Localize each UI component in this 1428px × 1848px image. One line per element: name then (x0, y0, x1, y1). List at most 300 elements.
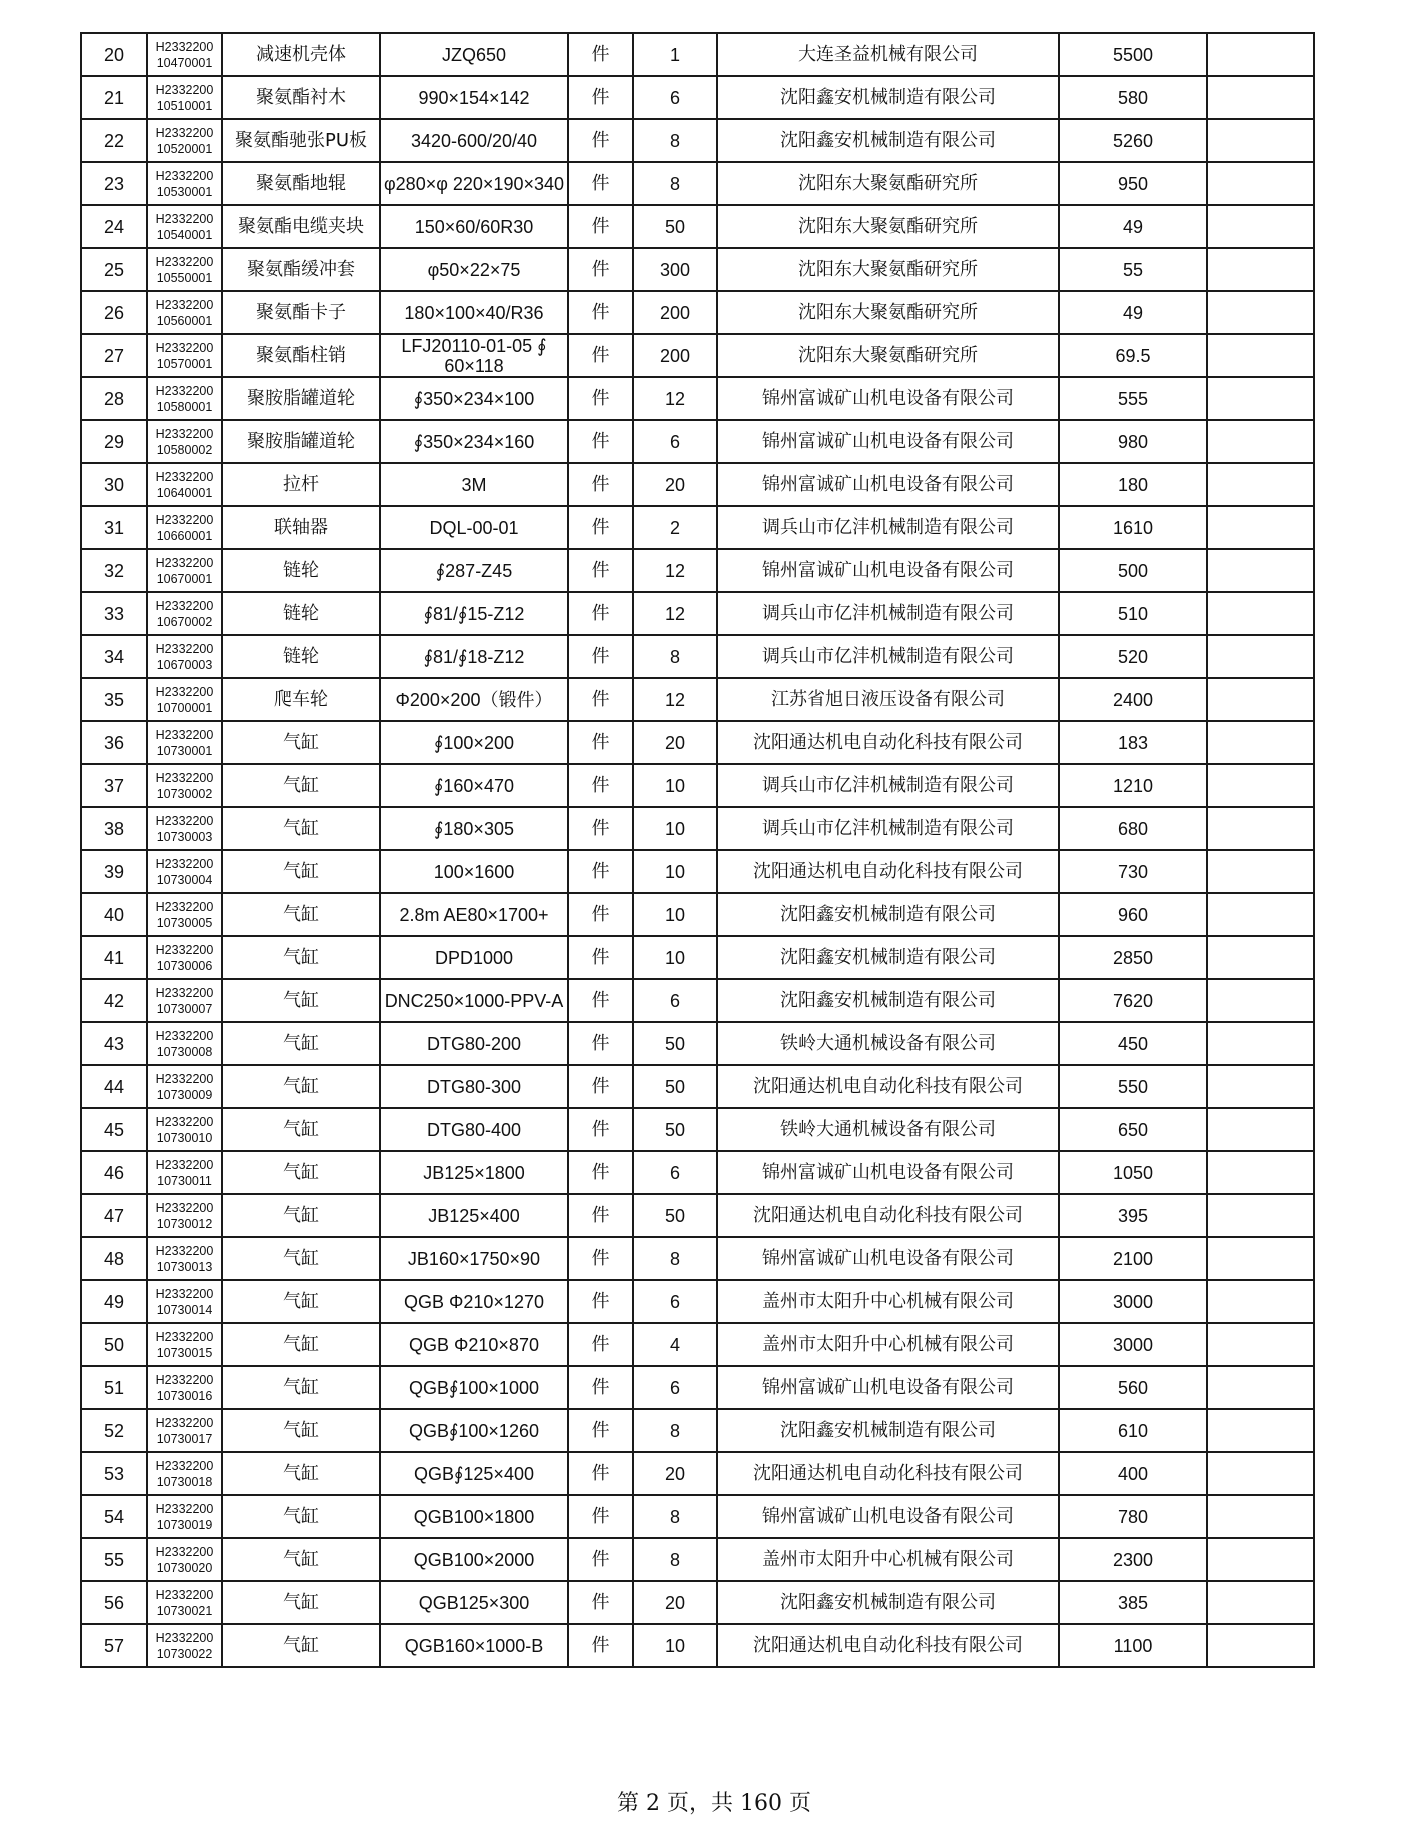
material-code-line1: H2332200 (155, 641, 214, 656)
unit-cell: 件 (568, 1194, 633, 1237)
material-code-line2: 10730011 (157, 1173, 212, 1188)
quantity-cell: 8 (633, 1495, 717, 1538)
table-row (81, 1108, 1314, 1151)
remark-cell (1207, 1151, 1314, 1194)
price-cell: 395 (1059, 1194, 1207, 1237)
material-name-cell: 气缸 (222, 1409, 380, 1452)
table-row (81, 1452, 1314, 1495)
price-cell: 650 (1059, 1108, 1207, 1151)
material-name-cell: 气缸 (222, 1280, 380, 1323)
specification-cell: JB125×400 (380, 1194, 568, 1237)
supplier-cell: 沈阳鑫安机械制造有限公司 (717, 1581, 1059, 1624)
price-cell: 7620 (1059, 979, 1207, 1022)
price-cell: 49 (1059, 205, 1207, 248)
material-code-line1: H2332200 (155, 469, 214, 484)
unit-cell: 件 (568, 463, 633, 506)
unit-cell: 件 (568, 1065, 633, 1108)
unit-cell: 件 (568, 936, 633, 979)
table-row (81, 1065, 1314, 1108)
supplier-cell: 沈阳鑫安机械制造有限公司 (717, 1409, 1059, 1452)
row-number-cell: 22 (81, 119, 147, 162)
material-code-line2: 10730015 (156, 1345, 213, 1360)
supplier-cell: 沈阳通达机电自动化科技有限公司 (717, 1624, 1059, 1667)
price-cell: 610 (1059, 1409, 1207, 1452)
unit-cell: 件 (568, 850, 633, 893)
row-number-cell: 29 (81, 420, 147, 463)
material-name-cell: 拉杆 (222, 463, 380, 506)
specification-cell: ∮350×234×160 (380, 420, 568, 463)
row-number-cell: 24 (81, 205, 147, 248)
material-code-line1: H2332200 (155, 1501, 214, 1516)
supplier-cell: 沈阳通达机电自动化科技有限公司 (717, 1452, 1059, 1495)
table-row (81, 721, 1314, 764)
supplier-cell: 沈阳东大聚氨酯研究所 (717, 334, 1059, 377)
material-code-cell (147, 33, 222, 76)
material-code-line1: H2332200 (155, 1028, 214, 1043)
table-row (81, 1194, 1314, 1237)
material-code-line1: H2332200 (155, 899, 214, 914)
quantity-cell: 20 (633, 463, 717, 506)
specification-cell: QGB∮125×400 (380, 1452, 568, 1495)
material-name-cell: 气缸 (222, 1624, 380, 1667)
material-code-line2: 10670002 (156, 614, 213, 629)
supplier-cell: 江苏省旭日液压设备有限公司 (717, 678, 1059, 721)
supplier-cell: 锦州富诚矿山机电设备有限公司 (717, 463, 1059, 506)
unit-cell: 件 (568, 893, 633, 936)
material-code-cell (147, 1237, 222, 1280)
supplier-cell: 沈阳通达机电自动化科技有限公司 (717, 850, 1059, 893)
material-name-cell: 气缸 (222, 1108, 380, 1151)
material-code-line2: 10730001 (156, 743, 213, 758)
price-cell: 2300 (1059, 1538, 1207, 1581)
table-row (81, 678, 1314, 721)
material-name-cell: 链轮 (222, 592, 380, 635)
unit-cell: 件 (568, 420, 633, 463)
material-code-cell (147, 1581, 222, 1624)
unit-cell: 件 (568, 1366, 633, 1409)
material-code-cell (147, 1452, 222, 1495)
row-number-cell: 27 (81, 334, 147, 377)
material-code-cell (147, 205, 222, 248)
material-code-line1: H2332200 (155, 727, 214, 742)
quantity-cell: 12 (633, 377, 717, 420)
material-name-cell: 气缸 (222, 979, 380, 1022)
material-code-cell (147, 1495, 222, 1538)
table-row (81, 635, 1314, 678)
table-row (81, 463, 1314, 506)
material-code-cell (147, 1108, 222, 1151)
material-code-line1: H2332200 (155, 555, 214, 570)
material-name-cell: 气缸 (222, 1366, 380, 1409)
unit-cell: 件 (568, 76, 633, 119)
specification-cell: QGB160×1000-B (380, 1624, 568, 1667)
supplier-cell: 沈阳鑫安机械制造有限公司 (717, 119, 1059, 162)
material-code-line1: H2332200 (155, 254, 214, 269)
material-code-cell (147, 377, 222, 420)
quantity-cell: 8 (633, 1538, 717, 1581)
price-cell: 1050 (1059, 1151, 1207, 1194)
material-code-cell (147, 1538, 222, 1581)
row-number-cell: 46 (81, 1151, 147, 1194)
supplier-cell: 调兵山市亿沣机械制造有限公司 (717, 635, 1059, 678)
row-number-cell: 47 (81, 1194, 147, 1237)
price-cell: 385 (1059, 1581, 1207, 1624)
price-cell: 960 (1059, 893, 1207, 936)
quantity-cell: 50 (633, 1194, 717, 1237)
unit-cell: 件 (568, 377, 633, 420)
quantity-cell: 50 (633, 1108, 717, 1151)
quantity-cell: 12 (633, 592, 717, 635)
unit-cell: 件 (568, 334, 633, 377)
remark-cell (1207, 721, 1314, 764)
price-cell: 510 (1059, 592, 1207, 635)
specification-cell: 3M (380, 463, 568, 506)
supplier-cell: 调兵山市亿沣机械制造有限公司 (717, 807, 1059, 850)
specification-cell: 990×154×142 (380, 76, 568, 119)
specification-cell: ∮100×200 (380, 721, 568, 764)
quantity-cell: 10 (633, 1624, 717, 1667)
quantity-cell: 8 (633, 1237, 717, 1280)
material-code-line2: 10640001 (156, 485, 213, 500)
material-code-line1: H2332200 (155, 1114, 214, 1129)
row-number-cell: 54 (81, 1495, 147, 1538)
remark-cell (1207, 248, 1314, 291)
remark-cell (1207, 592, 1314, 635)
remark-cell (1207, 635, 1314, 678)
remark-cell (1207, 1452, 1314, 1495)
table-row (81, 850, 1314, 893)
price-cell: 980 (1059, 420, 1207, 463)
price-cell: 1610 (1059, 506, 1207, 549)
material-code-line1: H2332200 (155, 39, 214, 54)
material-name-cell: 气缸 (222, 1581, 380, 1624)
material-code-line2: 10550001 (156, 270, 213, 285)
row-number-cell: 41 (81, 936, 147, 979)
supplier-cell: 大连圣益机械有限公司 (717, 33, 1059, 76)
quantity-cell: 50 (633, 205, 717, 248)
quantity-cell: 6 (633, 1366, 717, 1409)
remark-cell (1207, 76, 1314, 119)
remark-cell (1207, 678, 1314, 721)
material-code-line1: H2332200 (155, 770, 214, 785)
material-code-line1: H2332200 (155, 1286, 214, 1301)
supplier-cell: 盖州市太阳升中心机械有限公司 (717, 1323, 1059, 1366)
unit-cell: 件 (568, 1108, 633, 1151)
material-code-cell (147, 1022, 222, 1065)
row-number-cell: 36 (81, 721, 147, 764)
material-name-cell: 聚胺脂罐道轮 (222, 377, 380, 420)
price-cell: 2400 (1059, 678, 1207, 721)
remark-cell (1207, 1323, 1314, 1366)
remark-cell (1207, 1409, 1314, 1452)
unit-cell: 件 (568, 1452, 633, 1495)
table-row (81, 1237, 1314, 1280)
price-cell: 1210 (1059, 764, 1207, 807)
material-name-cell: 气缸 (222, 1022, 380, 1065)
table-row (81, 1366, 1314, 1409)
remark-cell (1207, 936, 1314, 979)
material-code-cell (147, 248, 222, 291)
material-code-line1: H2332200 (155, 1587, 214, 1602)
unit-cell: 件 (568, 678, 633, 721)
quantity-cell: 6 (633, 979, 717, 1022)
quantity-cell: 6 (633, 420, 717, 463)
remark-cell (1207, 979, 1314, 1022)
material-name-cell: 聚氨酯衬木 (222, 76, 380, 119)
unit-cell: 件 (568, 162, 633, 205)
table-row (81, 1151, 1314, 1194)
row-number-cell: 35 (81, 678, 147, 721)
remark-cell (1207, 1280, 1314, 1323)
specification-cell: 2.8m AE80×1700+ (380, 893, 568, 936)
material-code-line1: H2332200 (155, 1329, 214, 1344)
specification-cell: QGB Φ210×870 (380, 1323, 568, 1366)
material-code-cell (147, 1409, 222, 1452)
unit-cell: 件 (568, 1538, 633, 1581)
table-row (81, 979, 1314, 1022)
specification-cell: 150×60/60R30 (380, 205, 568, 248)
row-number-cell: 26 (81, 291, 147, 334)
table-row (81, 1581, 1314, 1624)
specification-cell: QGB100×2000 (380, 1538, 568, 1581)
quantity-cell: 8 (633, 162, 717, 205)
material-code-line2: 10670003 (156, 657, 213, 672)
remark-cell (1207, 291, 1314, 334)
specification-cell: 3420-600/20/40 (380, 119, 568, 162)
table-row (81, 506, 1314, 549)
row-number-cell: 30 (81, 463, 147, 506)
price-cell: 450 (1059, 1022, 1207, 1065)
material-code-line2: 10580001 (156, 399, 213, 414)
material-code-line2: 10470001 (156, 55, 213, 70)
table-row (81, 33, 1314, 76)
material-name-cell: 链轮 (222, 635, 380, 678)
remark-cell (1207, 893, 1314, 936)
row-number-cell: 33 (81, 592, 147, 635)
material-code-line1: H2332200 (155, 942, 214, 957)
material-code-line2: 10510001 (156, 98, 213, 113)
table-row (81, 377, 1314, 420)
material-name-cell: 气缸 (222, 850, 380, 893)
quantity-cell: 200 (633, 334, 717, 377)
material-name-cell: 聚氨酯地辊 (222, 162, 380, 205)
row-number-cell: 32 (81, 549, 147, 592)
material-code-cell (147, 420, 222, 463)
price-cell: 3000 (1059, 1280, 1207, 1323)
material-code-cell (147, 1323, 222, 1366)
material-name-cell: 气缸 (222, 1194, 380, 1237)
supplier-cell: 锦州富诚矿山机电设备有限公司 (717, 377, 1059, 420)
remark-cell (1207, 1065, 1314, 1108)
material-code-line2: 10730012 (156, 1216, 213, 1231)
remark-cell (1207, 162, 1314, 205)
remark-cell (1207, 205, 1314, 248)
material-name-cell: 气缸 (222, 1452, 380, 1495)
remark-cell (1207, 334, 1314, 377)
table-row (81, 1409, 1314, 1452)
unit-cell: 件 (568, 635, 633, 678)
supplier-cell: 沈阳东大聚氨酯研究所 (717, 248, 1059, 291)
material-code-line2: 10660001 (156, 528, 213, 543)
material-code-line1: H2332200 (155, 211, 214, 226)
quantity-cell: 50 (633, 1065, 717, 1108)
row-number-cell: 25 (81, 248, 147, 291)
price-cell: 780 (1059, 1495, 1207, 1538)
material-code-line1: H2332200 (155, 1157, 214, 1172)
material-code-line1: H2332200 (155, 598, 214, 613)
row-number-cell: 52 (81, 1409, 147, 1452)
supplier-cell: 铁岭大通机械设备有限公司 (717, 1108, 1059, 1151)
material-code-line2: 10730004 (156, 872, 213, 887)
specification-cell: JB125×1800 (380, 1151, 568, 1194)
row-number-cell: 48 (81, 1237, 147, 1280)
material-code-line2: 10730019 (156, 1517, 213, 1532)
unit-cell: 件 (568, 807, 633, 850)
material-code-cell (147, 1366, 222, 1409)
material-name-cell: 气缸 (222, 1065, 380, 1108)
material-code-cell (147, 678, 222, 721)
quantity-cell: 10 (633, 807, 717, 850)
quantity-cell: 50 (633, 1022, 717, 1065)
material-code-cell (147, 1065, 222, 1108)
price-cell: 3000 (1059, 1323, 1207, 1366)
table-row (81, 76, 1314, 119)
material-code-line1: H2332200 (155, 1372, 214, 1387)
material-code-line2: 10730007 (156, 1001, 213, 1016)
table-row (81, 119, 1314, 162)
table-row (81, 807, 1314, 850)
table-row (81, 162, 1314, 205)
quantity-cell: 20 (633, 721, 717, 764)
materials-table (80, 32, 1315, 1668)
price-cell: 49 (1059, 291, 1207, 334)
material-code-line2: 10730016 (156, 1388, 213, 1403)
specification-cell: QGB100×1800 (380, 1495, 568, 1538)
specification-cell: 180×100×40/R36 (380, 291, 568, 334)
material-code-line2: 10670001 (156, 571, 213, 586)
material-code-line2: 10570001 (156, 356, 213, 371)
material-name-cell: 聚氨酯卡子 (222, 291, 380, 334)
remark-cell (1207, 549, 1314, 592)
material-code-line2: 10730006 (156, 958, 213, 973)
remark-cell (1207, 1366, 1314, 1409)
material-code-line2: 10580002 (156, 442, 213, 457)
row-number-cell: 50 (81, 1323, 147, 1366)
price-cell: 560 (1059, 1366, 1207, 1409)
row-number-cell: 23 (81, 162, 147, 205)
supplier-cell: 调兵山市亿沣机械制造有限公司 (717, 592, 1059, 635)
material-name-cell: 链轮 (222, 549, 380, 592)
quantity-cell: 8 (633, 635, 717, 678)
quantity-cell: 4 (633, 1323, 717, 1366)
material-code-line1: H2332200 (155, 426, 214, 441)
supplier-cell: 沈阳通达机电自动化科技有限公司 (717, 721, 1059, 764)
quantity-cell: 10 (633, 764, 717, 807)
specification-cell: QGB∮100×1260 (380, 1409, 568, 1452)
material-code-line2: 10730009 (156, 1087, 213, 1102)
material-name-cell: 聚氨酯柱销 (222, 334, 380, 377)
price-cell: 183 (1059, 721, 1207, 764)
material-code-line1: H2332200 (155, 82, 214, 97)
quantity-cell: 20 (633, 1581, 717, 1624)
row-number-cell: 20 (81, 33, 147, 76)
specification-cell: φ50×22×75 (380, 248, 568, 291)
price-cell: 550 (1059, 1065, 1207, 1108)
material-code-cell (147, 893, 222, 936)
material-code-cell (147, 1624, 222, 1667)
supplier-cell: 锦州富诚矿山机电设备有限公司 (717, 1151, 1059, 1194)
unit-cell: 件 (568, 33, 633, 76)
unit-cell: 件 (568, 291, 633, 334)
supplier-cell: 沈阳东大聚氨酯研究所 (717, 291, 1059, 334)
material-code-line2: 10730020 (156, 1560, 213, 1575)
supplier-cell: 沈阳东大聚氨酯研究所 (717, 205, 1059, 248)
material-code-cell (147, 807, 222, 850)
remark-cell (1207, 1022, 1314, 1065)
material-code-line2: 10560001 (156, 313, 213, 328)
quantity-cell: 8 (633, 1409, 717, 1452)
table-row (81, 1624, 1314, 1667)
material-name-cell: 聚氨酯驰张PU板 (222, 119, 380, 162)
supplier-cell: 盖州市太阳升中心机械有限公司 (717, 1538, 1059, 1581)
material-name-cell: 气缸 (222, 1151, 380, 1194)
specification-cell: φ280×φ 220×190×340 (380, 162, 568, 205)
material-code-cell (147, 592, 222, 635)
material-code-line1: H2332200 (155, 1458, 214, 1473)
material-code-line2: 10530001 (156, 184, 213, 199)
material-name-cell: 聚氨酯电缆夹块 (222, 205, 380, 248)
material-code-line2: 10730017 (156, 1431, 213, 1446)
row-number-cell: 39 (81, 850, 147, 893)
unit-cell: 件 (568, 1495, 633, 1538)
material-code-line2: 10700001 (156, 700, 213, 715)
remark-cell (1207, 1538, 1314, 1581)
specification-cell: ∮81/∮15-Z12 (380, 592, 568, 635)
material-code-cell (147, 1194, 222, 1237)
table-row (81, 1280, 1314, 1323)
material-code-line1: H2332200 (155, 856, 214, 871)
specification-cell: ∮350×234×100 (380, 377, 568, 420)
supplier-cell: 沈阳通达机电自动化科技有限公司 (717, 1194, 1059, 1237)
material-name-cell: 气缸 (222, 721, 380, 764)
specification-cell: DTG80-300 (380, 1065, 568, 1108)
unit-cell: 件 (568, 1323, 633, 1366)
material-code-line1: H2332200 (155, 125, 214, 140)
supplier-cell: 调兵山市亿沣机械制造有限公司 (717, 764, 1059, 807)
quantity-cell: 2 (633, 506, 717, 549)
remark-cell (1207, 764, 1314, 807)
remark-cell (1207, 850, 1314, 893)
material-code-line1: H2332200 (155, 168, 214, 183)
specification-cell: DQL-00-01 (380, 506, 568, 549)
material-code-cell (147, 979, 222, 1022)
price-cell: 2100 (1059, 1237, 1207, 1280)
specification-cell: 100×1600 (380, 850, 568, 893)
supplier-cell: 锦州富诚矿山机电设备有限公司 (717, 420, 1059, 463)
price-cell: 5260 (1059, 119, 1207, 162)
specification-cell: JB160×1750×90 (380, 1237, 568, 1280)
material-code-line1: H2332200 (155, 813, 214, 828)
row-number-cell: 38 (81, 807, 147, 850)
material-code-line1: H2332200 (155, 1243, 214, 1258)
material-name-cell: 聚氨酯缓冲套 (222, 248, 380, 291)
price-cell: 580 (1059, 76, 1207, 119)
specification-cell: ∮160×470 (380, 764, 568, 807)
material-code-cell (147, 549, 222, 592)
specification-cell: Φ200×200（锻件） (380, 678, 568, 721)
material-code-line2: 10730008 (156, 1044, 213, 1059)
price-cell: 520 (1059, 635, 1207, 678)
